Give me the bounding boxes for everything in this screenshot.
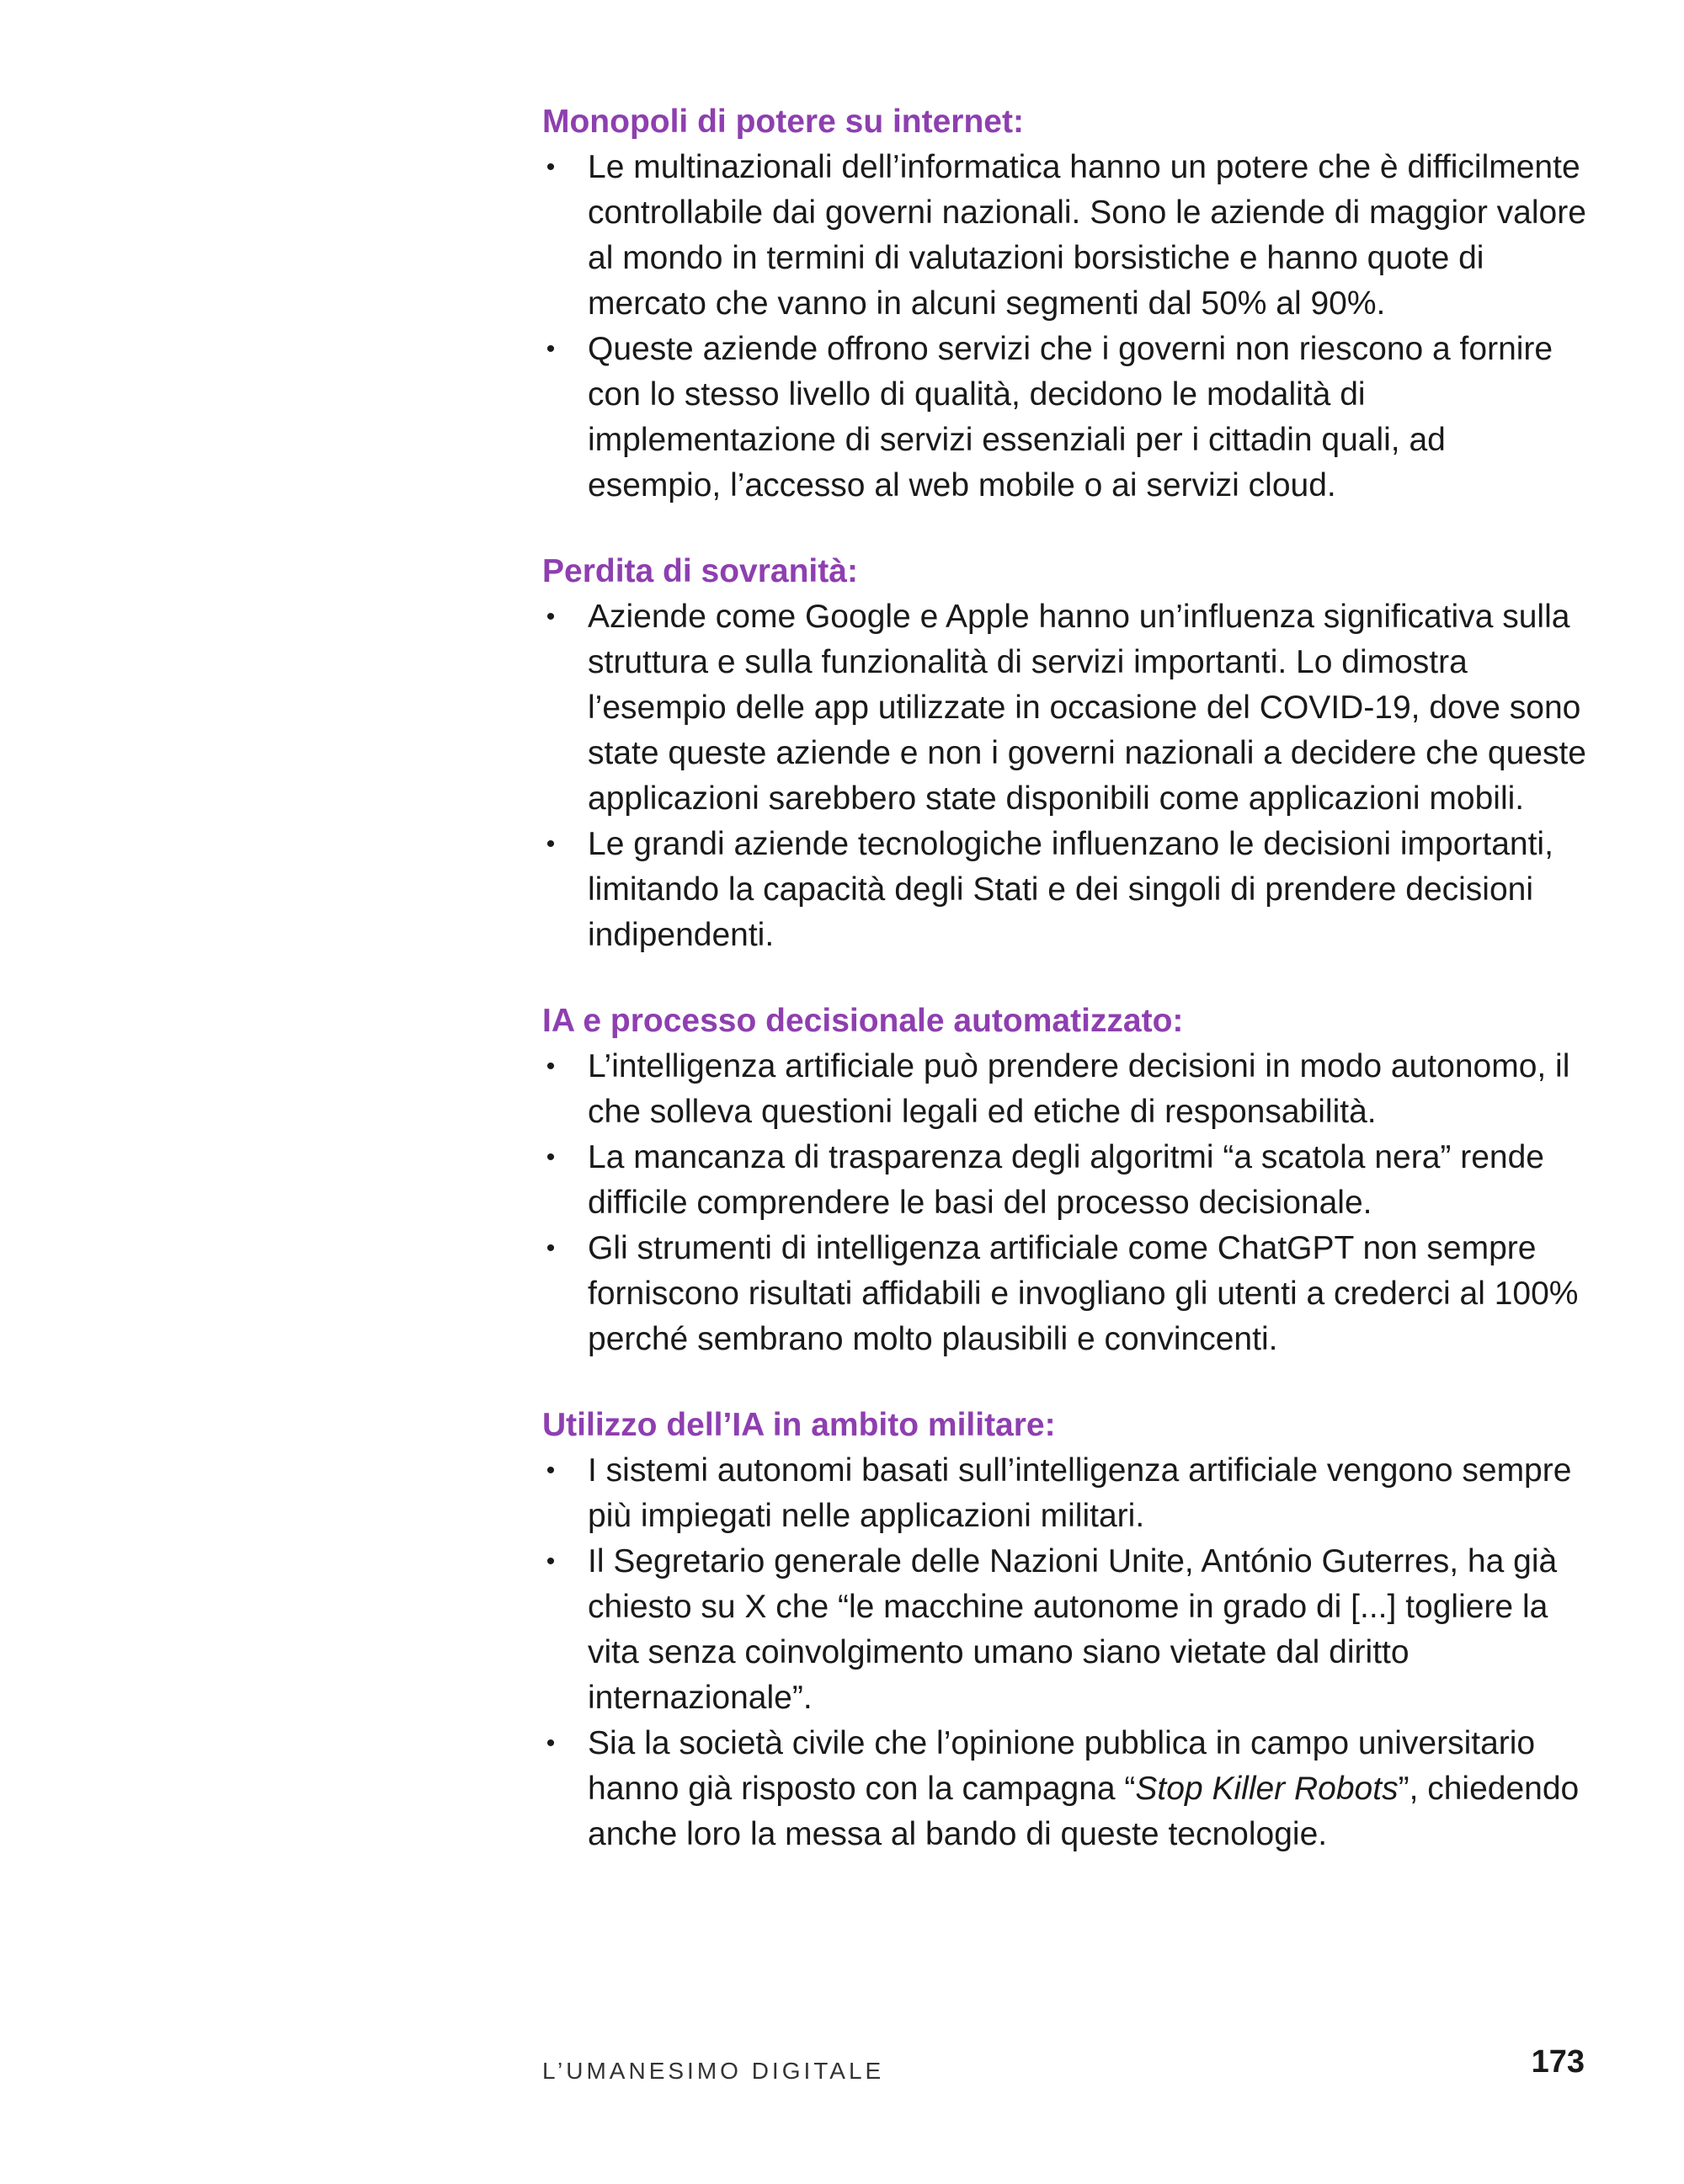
list-item-text: I sistemi autonomi basati sull’intelligenza artificiale vengono sempre più impiegati nelle applicazioni militari. — [588, 1452, 1572, 1534]
bullet-icon: • — [546, 1547, 556, 1575]
campaign-name: Stop Killer Robots — [1135, 1771, 1399, 1807]
list-item — [542, 327, 1586, 509]
section-title: IA e processo decisionale automatizzato: — [542, 1003, 1184, 1039]
list-item — [542, 1539, 1586, 1721]
bullet-icon: • — [546, 830, 556, 858]
bullet-list — [542, 1044, 1586, 1362]
section-title: Utilizzo dell’IA in ambito militare: — [542, 1407, 1056, 1443]
list-item-text — [588, 1725, 1579, 1852]
list-item-text: Gli strumenti di intelligenza artificiale come ChatGPT non sempre forniscono risultati affidabili e invogliano gli utenti a crederci al 100% perché sembrano molto plausibili e convincenti. — [588, 1230, 1579, 1357]
list-item-text: Le multinazionali dell’informatica hanno un potere che è difficilmente controllabile dai governi nazionali. Sono le aziende di maggior valore al mondo in termini di valutazioni borsistiche e hanno quote di mercato che vanno in alcuni segmenti dal 50% al 90%. — [588, 149, 1586, 322]
section-loss-of-sovereignty — [542, 549, 1586, 958]
section-military-ai — [542, 1403, 1586, 1857]
list-item-text: Queste aziende offrono servizi che i governi non riescono a fornire con lo stesso livello di qualità, decidono le modalità di implementazione di servizi essenziali per i cittadin quali, ad esempio, l’accesso al web mobile o ai servizi cloud. — [588, 331, 1553, 503]
page-content — [542, 99, 1586, 1898]
bullet-icon: • — [546, 335, 556, 363]
bullet-list — [542, 594, 1586, 958]
list-item-text-after: ”, chiedendo anche loro la messa al bando di queste tecnologie. — [588, 1771, 1580, 1852]
footer-book-title: L’UMANESIMO DIGITALE — [542, 2058, 885, 2084]
section-title: Monopoli di potere su internet: — [542, 104, 1024, 140]
bullet-icon: • — [546, 603, 556, 631]
page-number: 173 — [1531, 2044, 1585, 2080]
list-item — [542, 822, 1586, 958]
section-title: Perdita di sovranità: — [542, 553, 858, 589]
list-item-text: Aziende come Google e Apple hanno un’influenza significativa sulla struttura e sulla funzionalità di servizi importanti. Lo dimostra l’esempio delle app utilizzate in occasione del COVID-19, dove sono state queste aziende e non i governi nazionali a decidere che queste applicazioni sarebbero state disponibili come applicazioni mobili. — [588, 599, 1586, 817]
bullet-list — [542, 145, 1586, 509]
list-item-text: La mancanza di trasparenza degli algoritmi “a scatola nera” rende difficile comprendere le basi del processo decisionale. — [588, 1139, 1544, 1221]
bullet-icon: • — [546, 1143, 556, 1171]
bullet-icon: • — [546, 1052, 556, 1080]
list-item — [542, 145, 1586, 327]
list-item-text: L’intelligenza artificiale può prendere decisioni in modo autonomo, il che solleva questioni legali ed etiche di responsabilità. — [588, 1048, 1570, 1130]
bullet-icon: • — [546, 1729, 556, 1757]
list-item — [542, 1044, 1586, 1135]
list-item — [542, 1135, 1586, 1226]
section-ai-automated-decisions — [542, 999, 1586, 1362]
list-item — [542, 1721, 1586, 1857]
list-item — [542, 1448, 1586, 1539]
list-item — [542, 1226, 1586, 1362]
list-item — [542, 594, 1586, 822]
bullet-icon: • — [546, 1457, 556, 1484]
list-item-text: Il Segretario generale delle Nazioni Unite, António Guterres, ha già chiesto su X che “le macchine autonome in grado di [...] togliere la vita senza coinvolgimento umano siano vietate dal diritto internazionale”. — [588, 1543, 1558, 1716]
list-item-text-before: Sia la società civile che l’opinione pubblica in campo universitario hanno già risposto con la campagna “ — [588, 1725, 1536, 1807]
bullet-icon: • — [546, 153, 556, 181]
list-item-text: Le grandi aziende tecnologiche influenzano le decisioni importanti, limitando la capacità degli Stati e dei singoli di prendere decisioni indipendenti. — [588, 826, 1553, 953]
bullet-icon: • — [546, 1234, 556, 1262]
bullet-list — [542, 1448, 1586, 1857]
section-power-monopolies — [542, 99, 1586, 509]
